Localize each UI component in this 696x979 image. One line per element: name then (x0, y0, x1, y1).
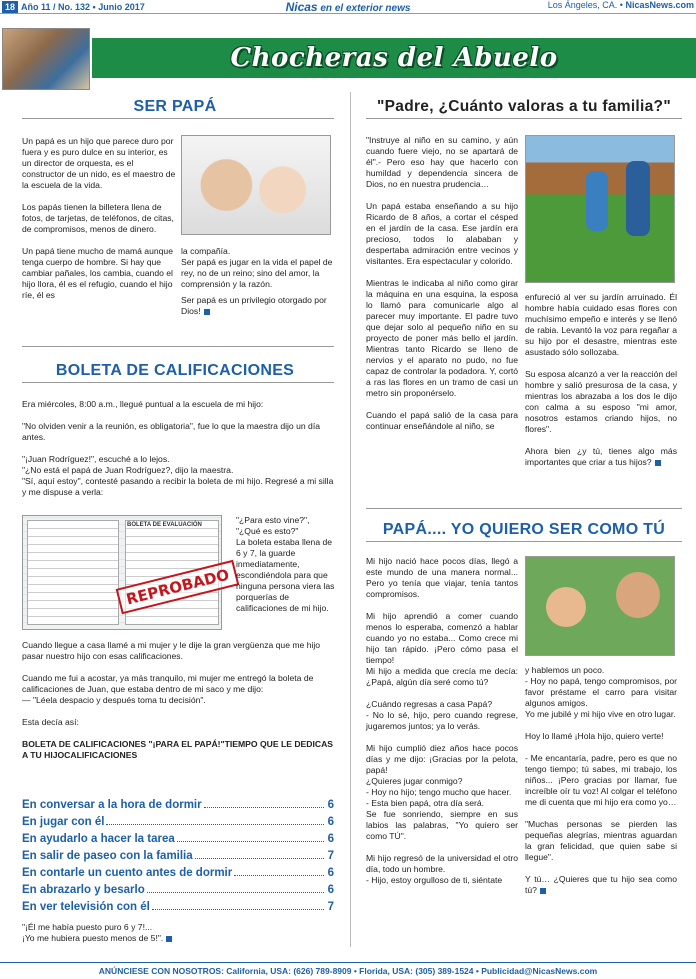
paragraph: Y tú… ¿Quieres que tu hijo sea como tú? (525, 874, 677, 895)
end-mark-icon (655, 460, 661, 466)
title-rule (366, 541, 682, 542)
paragraph: "¿No está el papá de Juan Rodríguez?, dijo la maestra. (22, 465, 234, 475)
paragraph: ¿Quieres jugar conmigo? (366, 776, 463, 786)
paragraph: Cuando el papá salió de la casa para continuar enseñándole al niño, se (366, 410, 518, 431)
paragraph: Los papás tienen la billetera llena de fotos, de tarjetas, de teléfonos, de citas, de compromisos, menos de dinero. (22, 202, 174, 234)
end-mark-icon (166, 936, 172, 942)
banner-title: Chocheras del Abuelo (230, 43, 558, 73)
familia-text-right (525, 292, 677, 468)
father-son-mowing-photo (525, 135, 675, 283)
paragraph: "¡Juan Rodríguez!", escuché a lo lejos. (22, 454, 170, 464)
paragraph: Mi hijo nació hace pocos días, llegó a este mundo de una manera normal... Pero yo tenía que viajar, tenía tantos compromisos. (366, 556, 518, 599)
paragraph: Mi hijo cumplió diez años hace pocos días y me dijo: ¡Gracias por la pelota, papá! (366, 743, 518, 775)
section-rule (22, 346, 334, 347)
paragraph: - No lo sé, hijo, pero cuando regrese, jugaremos juntos; ya lo verás. (366, 710, 518, 731)
paragraph: Mi hijo a medida que crecía me decía: ¿Papá, algún día seré como tú? (366, 666, 518, 687)
list-item: En contarle un cuento antes de dormir 6 (22, 867, 334, 879)
paragraph: Esta decía así: (22, 717, 79, 727)
familia-text-left (366, 135, 518, 432)
paragraph: Ahora bien ¿y tú, tienes algo más importantes que criar a tus hijos? (525, 446, 677, 467)
paragraph: "Sí, aquí estoy", contesté pasando a recibir la boleta de mi hijo. Regresé a mi silla y me dispuse a verla: (22, 476, 334, 497)
boleta-ending (22, 922, 334, 944)
paragraph: y hablemos un poco. (525, 665, 605, 675)
paragraph: - Hijo, estoy orgulloso de ti, siéntate (366, 875, 503, 885)
paragraph: Yo me jubilé y mi hijo vive en otro lugar. (525, 709, 676, 719)
masthead-sub: en el exterior news (320, 3, 411, 14)
familia-title: "Padre, ¿Cuánto valoras a tu familia?" (377, 98, 671, 115)
list-item: En conversar a la hora de dormir 6 (22, 799, 334, 811)
ser-papa-text-left (22, 136, 177, 301)
list-item: En salir de paseo con la familia 7 (22, 850, 334, 862)
como-tu-text-right (525, 665, 677, 896)
paragraph: "¡Él me había puesto puro 6 y 7!... (22, 922, 153, 932)
paragraph: ¡Yo me hubiera puesto menos de 5!". (22, 933, 164, 943)
paragraph: Hoy lo llamé ¡Hola hijo, quiero verte! (525, 731, 664, 741)
paragraph: Cuando llegue a casa llamé a mi mujer y le dije la gran vergüenza que me hijo pasar nuestro hijo con esas calificaciones. (22, 640, 321, 661)
father-baby-photo (181, 135, 331, 235)
column-divider (350, 92, 351, 947)
page-number: 18 (2, 1, 18, 13)
boleta-text-bottom (22, 640, 334, 761)
section-banner (92, 38, 696, 78)
site-link[interactable]: NicasNews.com (625, 0, 694, 10)
paragraph: La boleta estaba llena de 6 y 7, la guarde inmediatamente, escondiéndola para que ninguna persona viera las porquerías de calificaciones de mi hijo. (236, 537, 335, 613)
paragraph: "Muchas personas se pierden las pequeñas alegrías, mientras aguardan la gran felicidad, que quien sabe si llegue". (525, 819, 677, 862)
como-tu-text-left (366, 556, 518, 886)
boleta-side-text (236, 515, 336, 614)
title-rule (366, 118, 682, 119)
paragraph: Mi hijo aprendió a comer cuando menos lo esperaba, comenzó a hablar cuando yo no estaba... Como crece mi hijo tan rápido. ¡Pero cómo pasa el tiempo! (366, 611, 518, 665)
paragraph: - Hoy no hijo; tengo mucho que hacer. (366, 787, 512, 797)
paragraph: — "Léela despacio y después toma tu decisión". (22, 695, 206, 705)
paragraph: Un papá estaba enseñando a su hijo Ricardo de 8 años, a cortar el césped en el jardín de la casa. Ese jardín era precioso, todos lo alababan y despertaba admiración entre vecinos y visitantes. Era espectacular y colorido. (366, 201, 518, 266)
paragraph: Cuando me fui a acostar, ya más tranquilo, mi mujer me entregó la boleta de calificaciones de Juan, que estaba dentro de mi saco y me dijo: (22, 673, 314, 694)
paragraph: enfureció al ver su jardín arruinado. Él hombre había cuidado esas flores con muchísimo empeño e interés y se llenó de rabia. Levantó la voz para regañar a su hijo por el desastre, mientras este asustado sólo sollozaba. (525, 292, 677, 357)
paragraph: ¿Cuándo regresas a casa Papá? (366, 699, 493, 709)
paragraph: "Instruye al niño en su camino, y aún cuando fuere viejo, no se apartará de él".- Pero eso hay que hacerlo con humildad y dependencia sincera de Dios, no en nuestra prudencia… (366, 135, 518, 189)
paragraph: Un papá es un hijo que parece duro por fuera y es puro dulce en su interior, es un director de orquesta, es el constructor de un nido, es el maestro de la escuela de la vida. (22, 136, 176, 190)
list-heading: BOLETA DE CALIFICACIONES "¡PARA EL PAPÁ!"TIEMPO QUE LE DEDICAS A TU HIJOCALIFICACIONES (22, 739, 334, 760)
list-item: En abrazarlo y besarlo 6 (22, 884, 334, 896)
paragraph: Ser papá es jugar en la vida el papel de rey, no de un reino; sino del amor, la comprensión y la razón. (181, 257, 333, 289)
paragraph: Su esposa alcanzó a ver la reacción del hombre y salió presurosa de la casa, y mientras los abrazaba a los dos le dijo con calma a su esposo "mi amor, nosotros estamos criando hijos, no flores". (525, 369, 677, 434)
section-rule (366, 508, 682, 509)
location-site (548, 0, 694, 10)
report-card-image (22, 515, 231, 630)
paragraph: Ser papá es un privilegio otorgado por Dios! (181, 295, 327, 316)
paragraph: "No olviden venir a la reunión, es obligatoria", fue lo que la maestra dijo un día antes. (22, 421, 320, 442)
boleta-title: BOLETA DE CALIFICACIONES (55, 362, 295, 379)
paragraph: - Esta bien papá, otra día será. (366, 798, 484, 808)
paragraph: "¿Qué es esto?" (236, 526, 299, 536)
card-left-page (27, 520, 119, 625)
boleta-text-top (22, 399, 334, 498)
title-rule (22, 118, 334, 119)
paragraph: Era miércoles, 8:00 a.m., llegué puntual a la escuela de mi hijo: (22, 399, 264, 409)
list-item: En ayudarlo a hacer la tarea 6 (22, 833, 334, 845)
end-mark-icon (540, 888, 546, 894)
end-mark-icon (204, 309, 210, 315)
paragraph: - Me encantaría, padre, pero es que no tengo tiempo; tú sabes, mi trabajo, los niños... ¡Pero gracias por llamar, fue increíble oír tu voz! Al colgar el teléfono me di cuenta que mi hijo era como yo… (525, 753, 677, 807)
issue-info: Año 11 / No. 132 • Junio 2017 (21, 1, 145, 12)
paragraph: la compañía. (181, 246, 231, 256)
failed-stamp: REPROBADO (116, 560, 240, 615)
ser-papa-title: SER PAPÁ (133, 98, 217, 115)
paragraph: Un papá tiene mucho de mamá aunque tenga cuerpo de hombre. Si hay que cambiar pañales, los cambia, cuando el hijo llora, él es el refugio, cuando el hijo ríe, él es (22, 246, 173, 300)
paragraph: Se fue sonriendo, siempre en sus labios las palabras, "Yo quiero ser como TÚ". (366, 809, 518, 841)
como-tu-title: PAPÁ.... YO QUIERO SER COMO TÚ (382, 521, 666, 538)
paragraph: "¿Para esto vine?", (236, 515, 310, 525)
paragraph: - Hoy no papá, tengo compromisos, por favor préstame el carro para visitar algunos amigos. (525, 676, 677, 708)
paragraph: Mientras le indicaba al niño como girar la máquina en una esquina, la esposa lo llamó para comunicarle algo al parecer muy importante. El padre tuvo que dejar solo al pequeño niño en su proyecto de poner más bello el jardín. Mientras tanto Ricardo se lleno de nervios y el aparato no pudo, no fue capaz de controlar la podadora. Y, cortó a ras las flores en un tramo de casi un metro sin proponérselo. (366, 278, 518, 398)
ser-papa-text-right (181, 246, 333, 317)
paragraph: Mi hijo regresó de la universidad el otro día, todo un hombre. (366, 853, 518, 874)
location: Los Ángeles, CA. • (547, 0, 623, 10)
title-rule (22, 382, 334, 383)
card-heading: BOLETA DE EVALUACIÓN (127, 522, 202, 528)
footer-ad: ANÚNCIESE CON NOSOTROS: California, USA: (626) 789-8909 • Florida, USA: (305) 389-1524 • Publicidad@NicasNews.com (0, 962, 696, 979)
father-son-grass-photo (525, 556, 675, 656)
grades-list (22, 798, 334, 917)
masthead-name: Nicas (285, 0, 318, 14)
banner-photo (2, 28, 90, 90)
list-item: En jugar con él 6 (22, 816, 334, 828)
list-item: En ver televisión con él 7 (22, 901, 334, 913)
